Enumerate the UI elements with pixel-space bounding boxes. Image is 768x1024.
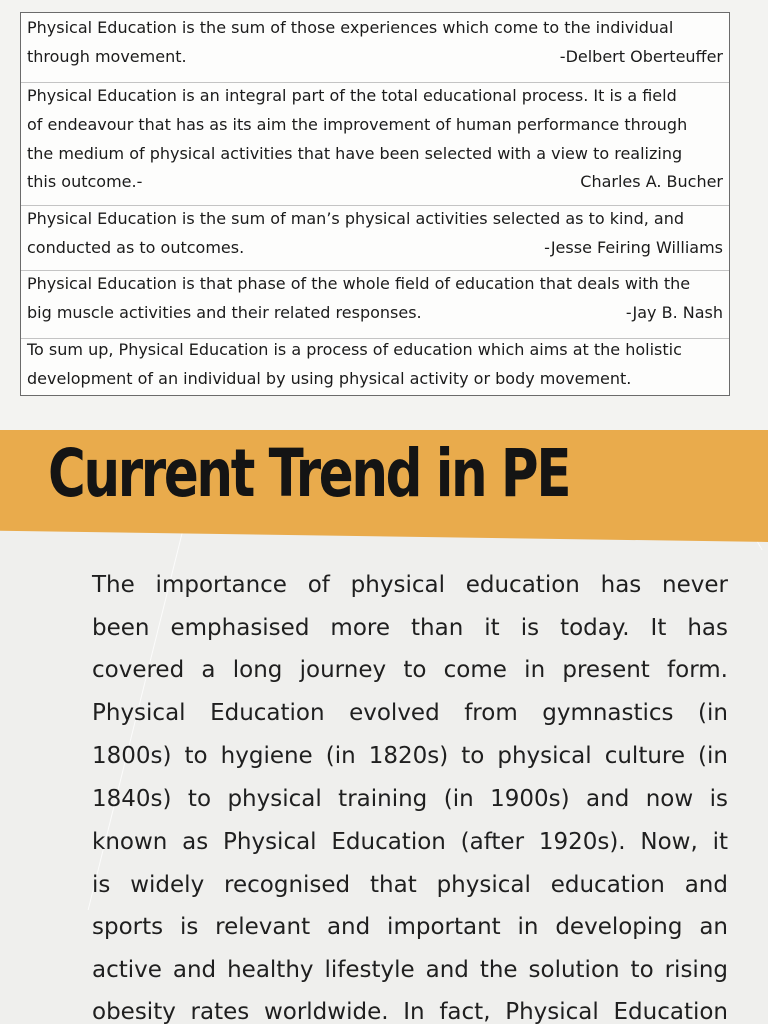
definitions-section <box>0 0 768 430</box>
paragraph-line: been emphasised more than it is today. It has <box>92 615 728 641</box>
definition-author: -Jesse Feiring Williams <box>544 238 723 257</box>
paragraph-line: is widely recognised that physical education and <box>92 872 728 898</box>
definition-line <box>27 85 723 107</box>
definition-text: of endeavour that has as its aim the improvement of human performance through <box>27 115 688 134</box>
definition-text: Physical Education is the sum of man’s physical activities selected as to kind, and <box>27 209 684 228</box>
definition-row <box>21 339 729 397</box>
definition-text: development of an individual by using physical activity or body movement. <box>27 369 632 388</box>
paragraph-line: obesity rates worldwide. In fact, Physical Education <box>92 999 728 1024</box>
paragraph-line: The importance of physical education has never <box>92 572 728 598</box>
definition-line <box>27 171 723 193</box>
definition-text: Physical Education is the sum of those experiences which come to the individual <box>27 18 674 37</box>
paragraph-line: known as Physical Education (after 1920s). Now, it <box>92 829 728 855</box>
definition-line <box>27 273 723 295</box>
definition-line <box>27 208 723 230</box>
definition-row <box>21 271 729 339</box>
paragraph-line: sports is relevant and important in developing an <box>92 914 728 940</box>
definition-line <box>27 143 723 165</box>
definitions-table <box>20 12 730 396</box>
section-title: Current Trend in PE <box>48 435 570 512</box>
definition-author: -Jay B. Nash <box>625 303 723 322</box>
definition-text: big muscle activities and their related responses. <box>27 303 422 322</box>
current-trend-section <box>0 430 768 1024</box>
definition-author: Charles A. Bucher <box>580 172 723 191</box>
definition-row <box>21 13 729 83</box>
definition-text: Physical Education is an integral part of the total educational process. It is a field <box>27 86 677 105</box>
definition-line <box>27 368 723 390</box>
paragraph-line: Physical Education evolved from gymnastics (in <box>92 700 728 726</box>
definition-row <box>21 206 729 271</box>
paragraph-line: 1840s) to physical training (in 1900s) and now is <box>92 786 728 812</box>
definition-author: -Delbert Oberteuffer <box>559 47 723 66</box>
paragraph-line: 1800s) to hygiene (in 1820s) to physical culture (in <box>92 743 728 769</box>
definition-line <box>27 237 723 259</box>
definition-text: conducted as to outcomes. <box>27 238 245 257</box>
paragraph-line: active and healthy lifestyle and the solution to rising <box>92 957 728 983</box>
paragraph-line: covered a long journey to come in present form. <box>92 657 728 683</box>
definition-text: this outcome.- <box>27 172 143 191</box>
definition-text: To sum up, Physical Education is a process of education which aims at the holistic <box>27 340 682 359</box>
definition-text: the medium of physical activities that have been selected with a view to realizing <box>27 144 683 163</box>
definition-row <box>21 83 729 206</box>
definition-text: through movement. <box>27 47 187 66</box>
definition-line <box>27 302 723 324</box>
definition-line <box>27 339 723 361</box>
definition-line <box>27 17 723 39</box>
definition-line <box>27 114 723 136</box>
definition-line <box>27 46 723 68</box>
definition-text: Physical Education is that phase of the whole field of education that deals with the <box>27 274 691 293</box>
